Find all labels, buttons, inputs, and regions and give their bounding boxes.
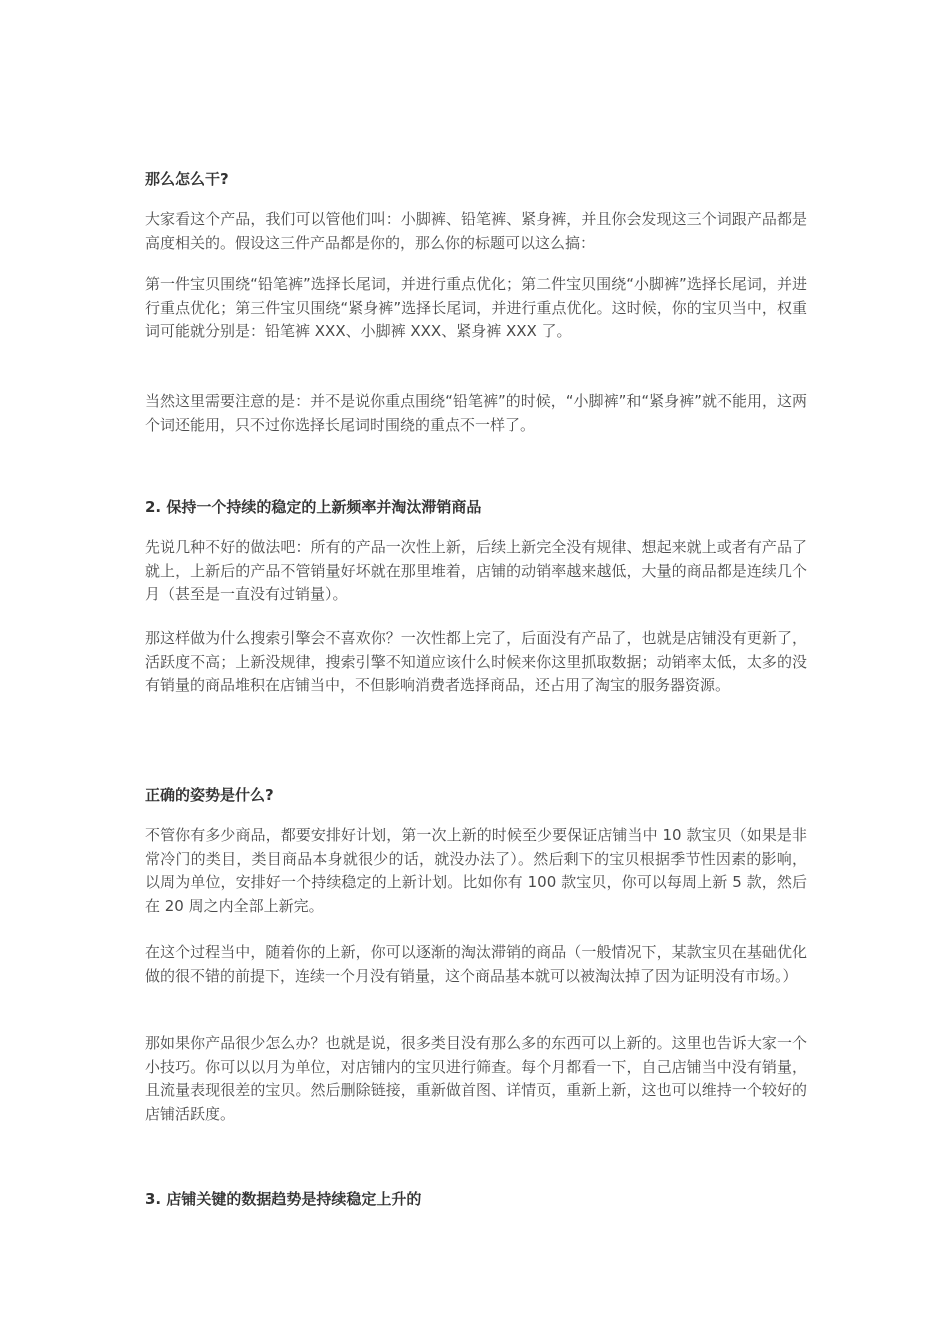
section-heading: 那么怎么干? xyxy=(145,170,229,188)
paragraph: 那如果你产品很少怎么办？也就是说，很多类目没有那么多的东西可以上新的。这里也告诉大家一个小技巧。你可以以月为单位，对店铺内的宝贝进行筛查。每个月都看一下，自己店铺当中没有销量，且流量表现很差的宝贝。然后删除链接，重新做首图、详情页，重新上新，这也可以维持一个较好的店铺活跃度。 xyxy=(145,1034,807,1123)
paragraph: 第一件宝贝围绕“铅笔裤”选择长尾词，并进行重点优化；第二件宝贝围绕“小脚裤”选择长尾词，并进行重点优化；第三件宝贝围绕“紧身裤”选择长尾词，并进行重点优化。这时候，你的宝贝当中，权重词可能就分别是：铅笔裤 XXX、小脚裤 XXX、紧身裤 XXX 了。 xyxy=(145,275,807,341)
paragraph: 那这样做为什么搜索引擎会不喜欢你？一次性都上完了，后面没有产品了，也就是店铺没有更新了，活跃度不高；上新没规律，搜索引擎不知道应该什么时候来你这里抓取数据；动销率太低，太多的没有销量的商品堆积在店铺当中，不但影响消费者选择商品，还占用了淘宝的服务器资源。 xyxy=(145,629,807,695)
paragraph: 不管你有多少商品，都要安排好计划，第一次上新的时候至少要保证店铺当中 10 款宝贝（如果是非常冷门的类目，类目商品本身就很少的话，就没办法了）。然后剩下的宝贝根据季节性因素的影响，以周为单位，安排好一个持续稳定的上新计划。比如你有 100 款宝贝，你可以每周上新 5 款，然后在 20 周之内全部上新完。 xyxy=(145,826,807,915)
paragraph: 在这个过程当中，随着你的上新，你可以逐渐的淘汰滞销的商品（一般情况下，某款宝贝在基础优化做的很不错的前提下，连续一个月没有销量，这个商品基本就可以被淘汰掉了因为证明没有市场。） xyxy=(145,943,807,985)
section-heading: 正确的姿势是什么? xyxy=(145,786,274,804)
section-heading: 3. 店铺关键的数据趋势是持续稳定上升的 xyxy=(145,1190,422,1208)
paragraph: 先说几种不好的做法吧：所有的产品一次性上新，后续上新完全没有规律、想起来就上或者有产品了就上，上新后的产品不管销量好坏就在那里堆着，店铺的动销率越来越低，大量的商品都是连续几个月（甚至是一直没有过销量）。 xyxy=(145,538,807,604)
section-heading: 2. 保持一个持续的稳定的上新频率并淘汰滞销商品 xyxy=(145,498,482,516)
paragraph: 大家看这个产品，我们可以管他们叫：小脚裤、铅笔裤、紧身裤，并且你会发现这三个词跟产品都是高度相关的。假设这三件产品都是你的，那么你的标题可以这么搞： xyxy=(145,210,807,252)
paragraph: 当然这里需要注意的是：并不是说你重点围绕“铅笔裤”的时候，“小脚裤”和“紧身裤”就不能用，这两个词还能用，只不过你选择长尾词时围绕的重点不一样了。 xyxy=(145,392,807,434)
